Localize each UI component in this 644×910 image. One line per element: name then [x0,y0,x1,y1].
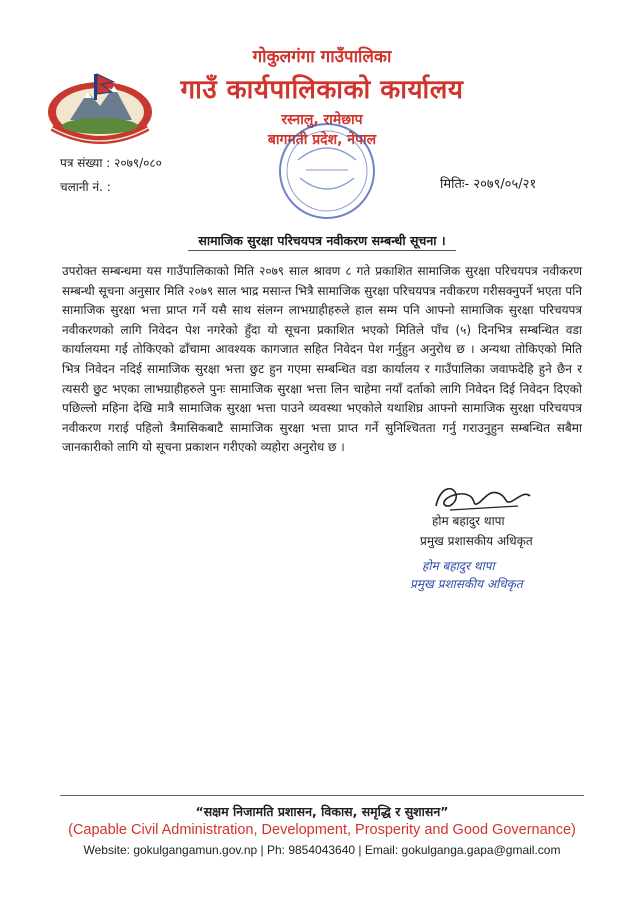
reference-number: पत्र संख्या : २०७९/०८० [60,156,162,170]
address-line-1: रस्नालु, रामेछाप [281,112,363,128]
office-seal-stamp [276,120,378,222]
subject-text: सामाजिक सुरक्षा परिचयपत्र नवीकरण सम्बन्धी सूचना । [188,231,455,251]
address-line-2: बागमती प्रदेश, नेपाल [267,132,377,148]
stamp-signatory-name: होम बहादुर थापा [422,559,495,573]
office-name: गाउँ कार्यपालिकाको कार्यालय [180,75,464,105]
letter-body: उपरोक्त सम्बन्धमा यस गाउँपालिकाको मिति २०७९ साल श्रावण ८ गते प्रकाशित सामाजिक सुरक्षा परिचयपत्र नवीकरण सम्बन्धी सूचना अनुसार मिति २०७९ साल भाद्र मसान्त भित्रै सामाजिक सुरक्षा परिचयपत्र नवीकरण गरीसक्नुपर्ने भएता पनि सामाजिक सुरक्षा भत्ता प्राप्त गर्ने यसै साथ संलग्न लाभग्राहीहरुले हाल सम्म पनि आफ्नो सामाजिक सुरक्षा परिचयपत्र नवीकरणको लागि निवेदन पेश नगरेको हुँदा यो सूचना प्रकाशित भएको मितिले पाँच (५) दिनभित्र सम्बन्धित वडा कार्यालयमा गई तोकिएको ढाँचामा आवश्यक कागजात सहित निवेदन पेश गर्नुहुन अनुरोध छ । अन्यथा तोकिएको मिति भित्र निवेदन नदिई सामाजिक सुरक्षा भत्ता छुट हुन गएमा सम्बन्धित वडा कार्यालय र गाउँपालिका जवाफदेहि हुने छैन र त्यसरी छुट भएका लाभग्राहीहरुले पुनः सामाजिक सुरक्षा भत्ता लिन चाहेमा नयाँ दर्ताको लागि निवेदन दिई निवेदन दिएको पछिल्लो महिना देखि मात्रै सामाजिक सुरक्षा भत्ता पाउने व्यवस्था भएकोले यथाशिघ्र आफ्नो सामाजिक सुरक्षा परिचयपत्र नवीकरण गराई पहिलो त्रैमासिकबाटै सामाजिक सुरक्षा भत्ता प्राप्त गर्ने सुनिश्चितता गर्नु गराउनुहुन सम्बन्धित सबैमा जानकारीको लागि यो सूचना प्रकाशन गरीएको व्यहोरा अनुरोध छ । [62,264,582,455]
letter-date: मितिः- २०७९/०५/२१ [440,177,537,192]
signature [430,480,534,516]
signatory-name: होम बहादुर थापा [432,514,505,528]
footer-divider [60,795,584,796]
signatory-title: प्रमुख प्रशासकीय अधिकृत [420,534,533,548]
subject-line [0,230,644,249]
footer-contact: Website: gokulgangamun.gov.np | Ph: 9854043640 | Email: gokulganga.gapa@gmail.com [83,843,561,857]
footer-motto-english: (Capable Civil Administration, Development, Prosperity and Good Governance) [68,822,576,838]
stamp-signatory-title: प्रमुख प्रशासकीय अधिकृत [410,577,523,591]
dispatch-number: चलानी नं. : [60,180,111,194]
municipality-name: गोकुलगंगा गाउँपालिका [252,47,392,67]
footer-motto: “सक्षम निजामति प्रशासन, विकास, समृद्धि र सुशासन” [195,804,449,819]
